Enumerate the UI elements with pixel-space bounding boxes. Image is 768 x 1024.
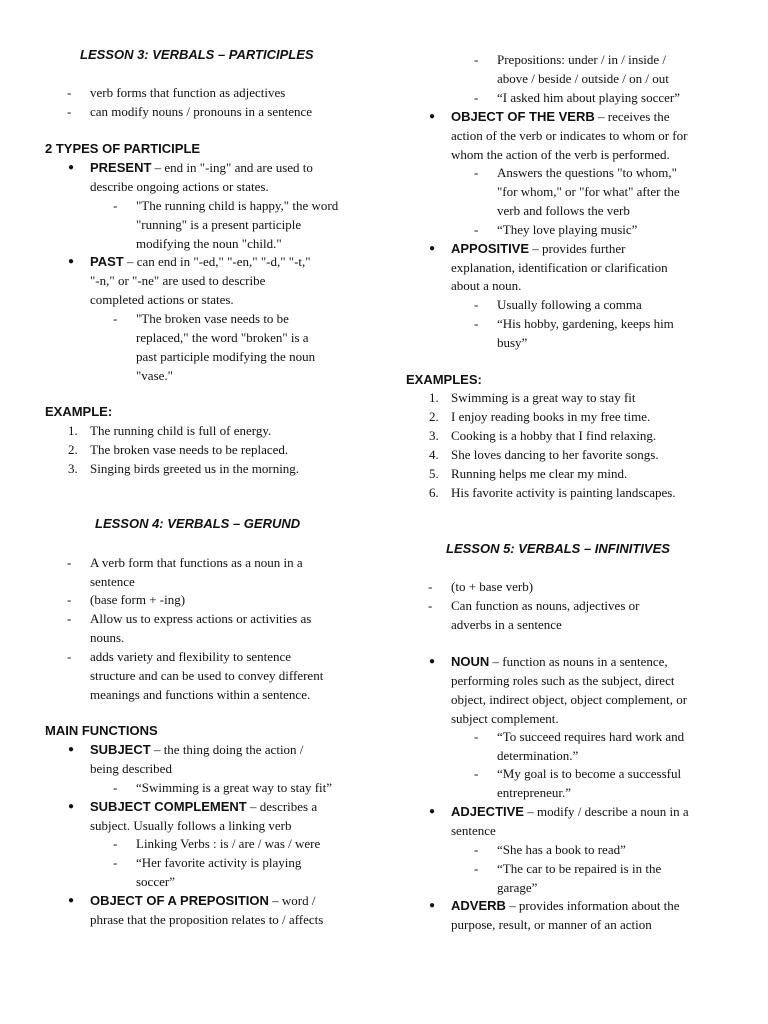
example-item: I enjoy reading books in my free time. [451,409,651,424]
sub-item: “His hobby, gardening, keeps him [497,316,674,331]
list-item-text: completed actions or states. [90,292,234,307]
dash-marker: - [428,579,433,594]
lesson4-title: LESSON 4: VERBALS – GERUND [95,516,301,531]
term: SUBJECT [90,742,151,757]
list-item-text: performing roles such as the subject, direct [451,673,675,688]
number-marker: 2. [68,442,78,457]
bullet-marker: ● [68,895,75,906]
bullet-marker: ● [429,900,436,911]
list-item-text: subject complement. [451,711,559,726]
dash-marker: - [67,555,72,570]
sub-item-text: "running" is a present participle [136,217,302,232]
sub-item-text: "vase." [136,368,173,383]
sub-item-text: past participle modifying the noun [136,349,316,364]
dash-marker: - [113,836,118,851]
sub-item: “My goal is to become a successful [497,766,682,781]
list-item: can modify nouns / pronouns in a sentence [90,104,313,119]
lesson5-title: LESSON 5: VERBALS – INFINITIVES [446,541,670,556]
bullet-marker: ● [429,806,436,817]
dash-marker: - [113,311,118,326]
number-marker: 4. [429,447,439,462]
term: OBJECT OF THE VERB [451,109,595,124]
list-item: ADVERB – provides information about the [451,898,680,913]
sub-item-text: entrepreneur.” [497,785,571,800]
sub-item: “Her favorite activity is playing [136,855,302,870]
sub-item: Usually following a comma [497,297,642,312]
dash-marker: - [474,222,479,237]
dash-marker: - [474,297,479,312]
example-item: Swimming is a great way to stay fit [451,390,636,405]
list-item: verb forms that function as adjectives [90,85,286,100]
sub-item-text: replaced," the word "broken" is a [136,330,309,345]
dash-marker: - [474,861,479,876]
list-item-text: nouns. [90,630,125,645]
bullet-marker: ● [68,801,75,812]
bullet-marker: ● [68,256,75,267]
section-heading: MAIN FUNCTIONS [45,723,158,738]
list-item: ADJECTIVE – modify / describe a noun in a [451,804,689,819]
list-item-text: object, indirect object, object complement, or [451,692,688,707]
lesson3-title: LESSON 3: VERBALS – PARTICIPLES [80,47,314,62]
example-item: The broken vase needs to be replaced. [90,442,289,457]
list-item-text: structure and can be used to convey different [90,668,324,683]
dash-marker: - [474,165,479,180]
dash-marker: - [474,52,479,67]
dash-marker: - [113,780,118,795]
sub-item-text: verb and follows the verb [497,203,630,218]
dash-marker: - [474,90,479,105]
sub-item: “They love playing music” [497,222,638,237]
list-item: (to + base verb) [451,579,534,594]
bullet-marker: ● [68,744,75,755]
list-item: OBJECT OF A PREPOSITION – word / [90,893,316,908]
list-item-text: action of the verb or indicates to whom or for [451,128,688,143]
section-heading: EXAMPLE: [45,404,113,419]
example-item: She loves dancing to her favorite songs. [451,447,659,462]
dash-marker: - [113,855,118,870]
example-item: His favorite activity is painting landscapes. [451,485,676,500]
sub-item-text: busy” [497,335,528,350]
list-item: NOUN – function as nouns in a sentence, [451,654,668,669]
list-item-text: whom the action of the verb is performed. [451,147,670,162]
list-item-text: "-n," or "-ne" are used to describe [90,273,266,288]
example-item: Singing birds greeted us in the morning. [90,461,300,476]
dash-marker: - [67,104,72,119]
list-item-text: describe ongoing actions or states. [90,179,269,194]
example-item: Cooking is a hobby that I find relaxing. [451,428,657,443]
sub-item: Prepositions: under / in / inside / [497,52,666,67]
list-item-text: adverbs in a sentence [451,617,562,632]
list-item-text: being described [90,761,172,776]
list-item: adds variety and flexibility to sentence [90,649,292,664]
sub-item-text: "for whom," or "for what" after the [497,184,680,199]
list-item-text: explanation, identification or clarification [451,260,668,275]
number-marker: 3. [68,461,78,476]
term: ADJECTIVE [451,804,524,819]
number-marker: 1. [429,390,439,405]
list-item: Allow us to express actions or activities as [90,611,312,626]
bullet-marker: ● [429,243,436,254]
term: SUBJECT COMPLEMENT [90,799,247,814]
list-item-text: about a noun. [451,278,522,293]
section-heading: 2 TYPES OF PARTICIPLE [45,141,201,156]
number-marker: 5. [429,466,439,481]
list-item: A verb form that functions as a noun in a [90,555,303,570]
sub-item: Answers the questions "to whom," [497,165,677,180]
sub-item: Linking Verbs : is / are / was / were [136,836,321,851]
sub-item: “Swimming is a great way to stay fit” [136,780,333,795]
list-item: Can function as nouns, adjectives or [451,598,640,613]
dash-marker: - [67,611,72,626]
list-item-text: sentence [90,574,135,589]
dash-marker: - [428,598,433,613]
list-item: SUBJECT – the thing doing the action / [90,742,304,757]
term: NOUN [451,654,490,669]
list-item: SUBJECT COMPLEMENT – describes a [90,799,318,814]
example-item: Running helps me clear my mind. [451,466,628,481]
term: APPOSITIVE [451,241,530,256]
bullet-marker: ● [429,111,436,122]
list-item: APPOSITIVE – provides further [451,241,626,256]
sub-item: “I asked him about playing soccer” [497,90,681,105]
bullet-marker: ● [429,656,436,667]
list-item-text: purpose, result, or manner of an action [451,917,652,932]
list-item-text: sentence [451,823,496,838]
sub-item-text: above / beside / outside / on / out [497,71,669,86]
term: PAST [90,254,124,269]
dash-marker: - [67,649,72,664]
number-marker: 1. [68,423,78,438]
sub-item: “To succeed requires hard work and [497,729,685,744]
sub-item: "The running child is happy," the word [136,198,339,213]
number-marker: 3. [429,428,439,443]
term: ADVERB [451,898,506,913]
number-marker: 2. [429,409,439,424]
dash-marker: - [474,766,479,781]
section-heading: EXAMPLES: [406,372,482,387]
bullet-marker: ● [68,162,75,173]
term: PRESENT [90,160,152,175]
sub-item-text: determination.” [497,748,579,763]
term: OBJECT OF A PREPOSITION [90,893,269,908]
number-marker: 6. [429,485,439,500]
dash-marker: - [474,729,479,744]
sub-item: "The broken vase needs to be [136,311,289,326]
example-item: The running child is full of energy. [90,423,272,438]
dash-marker: - [474,842,479,857]
sub-item-text: modifying the noun "child." [136,236,282,251]
list-item-text: subject. Usually follows a linking verb [90,818,292,833]
list-item-text: phrase that the proposition relates to / affects [90,912,324,927]
list-item: PRESENT – end in "-ing" and are used to [90,160,313,175]
dash-marker: - [67,85,72,100]
sub-item-text: soccer” [136,874,175,889]
dash-marker: - [67,592,72,607]
list-item: OBJECT OF THE VERB – receives the [451,109,670,124]
sub-item: “The car to be repaired is in the [497,861,662,876]
list-item: PAST – can end in "-ed," "-en," "-d," "-t," [90,254,311,269]
dash-marker: - [474,316,479,331]
dash-marker: - [113,198,118,213]
sub-item: “She has a book to read” [497,842,626,857]
list-item-text: meanings and functions within a sentence. [90,687,311,702]
list-item: (base form + -ing) [90,592,186,607]
sub-item-text: garage” [497,880,538,895]
